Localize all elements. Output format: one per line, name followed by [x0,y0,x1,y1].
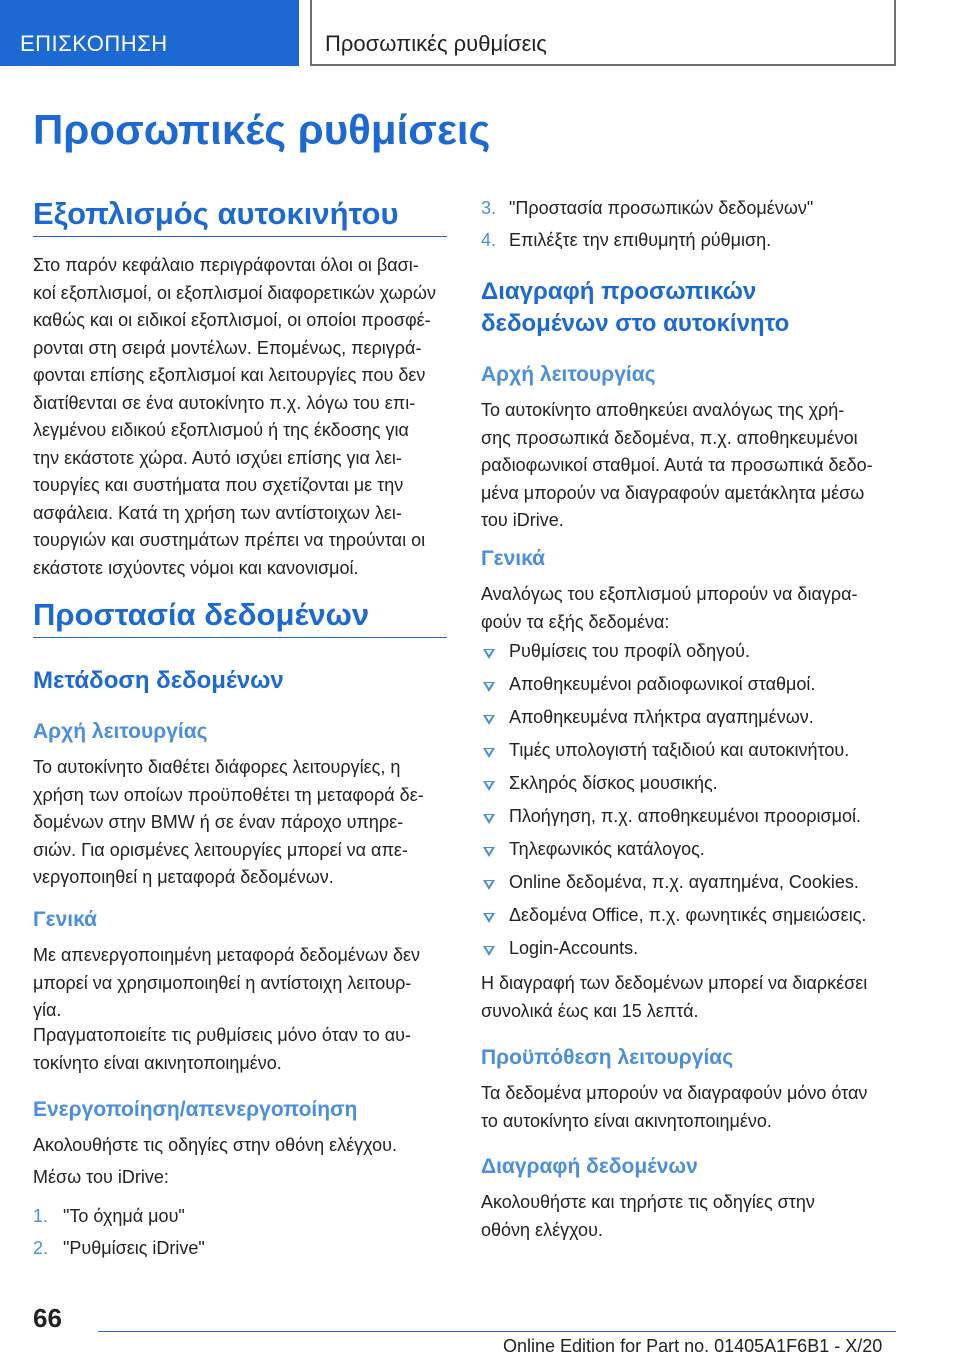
bullet-text: Αποθηκευμένα πλήκτρα αγαπημένων. [509,707,814,727]
duration-paragraph: Η διαγραφή των δεδομένων μπορεί να διαρκέσει συνολικά έως και 15 λεπτά. [481,973,868,1021]
step-number: 2. [33,1238,49,1258]
bullet-text: Δεδομένα Office, π.χ. φωνητικές σημειώσεις. [509,905,867,925]
top-navigation [0,0,960,66]
triangle-bullet-icon [483,748,495,758]
triangle-bullet-icon [483,847,495,857]
tab-divider [310,0,312,66]
page-title: Προσωπικές ρυθμίσεις [33,106,491,153]
activation-text: Ακολουθήστε τις οδηγίες στην οθόνη ελέγχου. [33,1135,397,1155]
general-paragraph-a: Με απενεργοποιημένη μεταφορά δεδομένων δεν μπορεί να χρησιμοποιηθεί η αντίστοιχη λειτουρ‐ γία. [33,945,421,1020]
triangle-bullet-icon [483,946,495,956]
general-paragraph: Αναλόγως του εξοπλισμού μπορούν να διαγρα‐ φούν τα εξής δεδομένα: [481,584,858,632]
tab-overview[interactable]: ΕΠΙΣΚΟΠΗΣΗ [0,0,299,66]
bullet-text: Πλοήγηση, π.χ. αποθηκευμένοι προορισμοί. [509,806,862,826]
tab-current-section[interactable]: Προσωπικές ρυθμίσεις [325,31,547,56]
bullet-text: Login-Accounts. [509,938,639,958]
heading-principle: Αρχή λειτουργίας [481,363,656,386]
bullet-text: Αποθηκευμένοι ραδιοφωνικοί σταθμοί. [509,674,816,694]
principle-paragraph: Το αυτοκίνητο αποθηκεύει αναλόγως της χρή‐ σης προσωπικά δεδομένα, π.χ. αποθηκευμένοι ραδιοφωνικοί σταθμοί. Αυτά τα προσωπικά δεδο‐ μένα μπορούν να διαγραφούν αμετάκλητα μέσω του iDrive. [481,400,873,530]
heading-activation: Ενεργοποίηση/απενεργοποίηση [33,1098,358,1121]
heading-delete-data: Διαγραφή δεδομένων [481,1155,698,1178]
tab-underline [310,64,896,66]
step-number: 1. [33,1206,49,1226]
general-paragraph-b: Πραγματοποιείτε τις ρυθμίσεις μόνο όταν το αυ‐ τοκίνητο είναι ακινητοποιημένο. [33,1025,411,1073]
prerequisite-paragraph: Τα δεδομένα μπορούν να διαγραφούν μόνο όταν το αυτοκίνητο είναι ακινητοποιημένο. [481,1083,868,1131]
triangle-bullet-icon [483,781,495,791]
heading-data-protection: Προστασία δεδομένων [33,597,370,632]
equipment-paragraph: Στο παρόν κεφάλαιο περιγράφονται όλοι οι βασι‐ κοί εξοπλισμοί, οι εξοπλισμοί διαφορετικών χωρών καθώς και οι ειδικοί εξοπλισμοί, οι οποίοι προσφέ‐ ρονται στη σειρά μοντέλων. Επομένως, περιγρά‐ φονται επίσης εξοπλισμοί και λειτουργίες που δεν διατίθενται σε ένα αυτοκίνητο π.χ. λόγω του επι‐ λεγμένου ειδικού εξοπλισμού ή της έκδοσης για την εκάστοτε χώρα. Αυτό ισχύει επίσης για λει‐ τουργίες και συστήματα που σχετίζονται με την ασφάλεια. Κατά τη χρήση των αντίστοιχων λει‐ τουργιών και συστημάτων πρέπει να τηρούνται οι εκάστοτε ισχύοντες νόμοι και κανονισμοί. [33,255,436,578]
delete-data-paragraph: Ακολουθήστε και τηρήστε τις οδηγίες στην οθόνη ελέγχου. [481,1192,815,1240]
step-text: "Ρυθμίσεις iDrive" [63,1238,205,1258]
step-text: "Προστασία προσωπικών δεδομένων" [509,198,814,218]
bullet-text: Ρυθμίσεις του προφίλ οδηγού. [509,641,750,661]
heading-rule [33,236,447,237]
step-number: 4. [481,230,497,250]
footer-edition: Online Edition for Part no. 01405A1F6B1 - X/20 [503,1336,883,1356]
triangle-bullet-icon [483,880,495,890]
bullet-text: Σκληρός δίσκος μουσικής. [509,773,718,793]
footer-rule [98,1331,896,1332]
step-number: 3. [481,198,497,218]
heading-equipment: Εξοπλισμός αυτοκινήτου [33,196,399,231]
heading-prerequisite: Προϋπόθεση λειτουργίας [481,1046,734,1069]
step-text: Επιλέξτε την επιθυμητή ρύθμιση. [509,230,772,250]
triangle-bullet-icon [483,715,495,725]
heading-principle: Αρχή λειτουργίας [33,720,208,743]
bullet-text: Τιμές υπολογιστή ταξιδιού και αυτοκινήτου. [509,740,850,760]
principle-paragraph: Το αυτοκίνητο διαθέτει διάφορες λειτουργίες, η χρήση των οποίων προϋποθέτει τη μεταφορά δε‐ δομένων στην BMW ή σε έναν πάροχο υπηρε‐ σιών. Για ορισμένες λειτουργίες μπορεί να απε‐ νεργοποιηθεί η μεταφορά δεδομένων. [33,757,424,887]
triangle-bullet-icon [483,649,495,659]
heading-general: Γενικά [33,908,98,931]
triangle-bullet-icon [483,913,495,923]
heading-delete-personal-data: δεδομένων στο αυτοκίνητο [481,310,790,337]
heading-general: Γενικά [481,547,546,570]
bullet-text: Online δεδομένα, π.χ. αγαπημένα, Cookies. [509,872,859,892]
tab-border [894,0,896,66]
heading-data-transfer: Μετάδοση δεδομένων [33,667,284,694]
heading-rule [33,637,447,638]
triangle-bullet-icon [483,682,495,692]
triangle-bullet-icon [483,814,495,824]
page-number: 66 [33,1303,62,1333]
heading-delete-personal-data: Διαγραφή προσωπικών [481,278,757,305]
step-text: "Το όχημά μου" [63,1206,185,1226]
activation-text: Μέσω του iDrive: [33,1167,169,1187]
bullet-text: Τηλεφωνικός κατάλογος. [509,839,705,859]
